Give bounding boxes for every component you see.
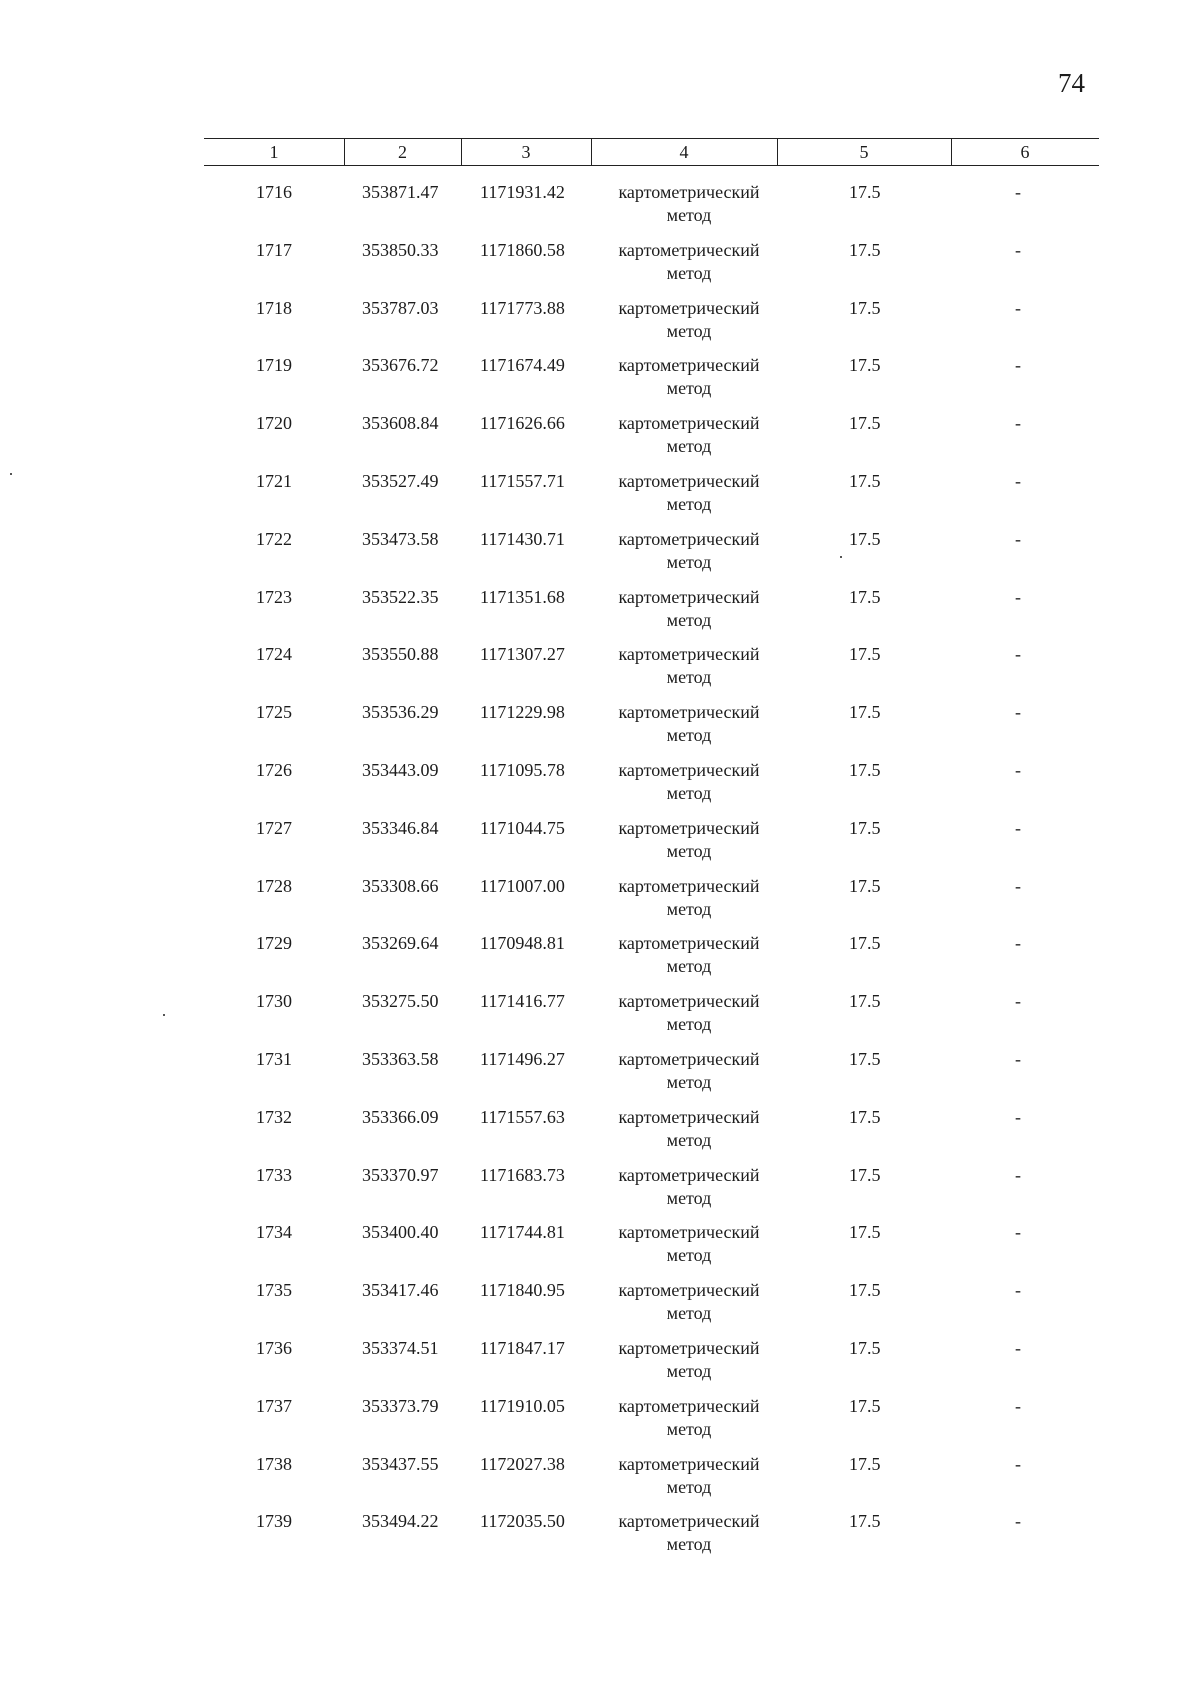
x-coordinate: 353550.88 — [362, 644, 439, 665]
note-value: - — [1015, 1337, 1021, 1358]
table-row — [204, 990, 1099, 1048]
method-text: метод — [666, 609, 712, 630]
y-coordinate: 1171307.27 — [480, 644, 565, 665]
x-coordinate: 353871.47 — [362, 182, 439, 202]
method-text: картометрический — [618, 1048, 760, 1069]
method-cell — [604, 1164, 774, 1210]
table-row — [204, 297, 1099, 355]
method-text: картометрический — [618, 1337, 760, 1358]
y-coordinate: 1171007.00 — [480, 875, 565, 896]
method-cell — [604, 1279, 774, 1325]
table-row — [204, 1453, 1099, 1511]
x-coordinate: 353308.66 — [362, 875, 439, 896]
method-cell — [604, 297, 774, 343]
y-coordinate: 1171773.88 — [480, 297, 565, 318]
note-value: - — [1015, 413, 1021, 434]
note-value: - — [1015, 933, 1021, 954]
method-text: метод — [666, 1014, 712, 1035]
note-value: - — [1015, 1395, 1021, 1416]
point-number: 1719 — [256, 355, 292, 376]
method-cell — [604, 759, 774, 805]
method-text: метод — [666, 1534, 712, 1555]
method-cell — [604, 643, 774, 689]
table-row — [204, 354, 1099, 412]
table-row — [204, 1510, 1099, 1568]
precision-value: 17.5 — [849, 644, 881, 665]
table-row — [204, 1221, 1099, 1279]
point-number: 1723 — [256, 586, 292, 607]
method-text: картометрический — [618, 528, 760, 549]
column-header-3: 3 — [521, 142, 531, 162]
method-cell — [604, 1337, 774, 1383]
method-cell — [604, 181, 774, 227]
precision-value: 17.5 — [849, 991, 881, 1012]
method-text: метод — [666, 493, 712, 514]
precision-value: 17.5 — [849, 355, 881, 376]
method-text: метод — [666, 1303, 712, 1324]
method-text: метод — [666, 1418, 712, 1439]
precision-value: 17.5 — [849, 1453, 881, 1474]
method-text: картометрический — [618, 297, 760, 318]
table-row — [204, 701, 1099, 759]
table-row — [204, 181, 1099, 239]
method-text: картометрический — [618, 933, 760, 954]
point-number: 1733 — [256, 1164, 292, 1185]
x-coordinate: 353494.22 — [362, 1511, 439, 1532]
note-value: - — [1015, 991, 1021, 1012]
method-text: картометрический — [618, 1280, 760, 1301]
point-number: 1717 — [256, 239, 292, 260]
page-number: 74 — [1058, 68, 1085, 98]
y-coordinate: 1171683.73 — [480, 1164, 565, 1185]
method-cell — [604, 875, 774, 921]
x-coordinate: 353443.09 — [362, 759, 439, 780]
precision-value: 17.5 — [849, 182, 881, 202]
method-text: картометрический — [618, 1511, 760, 1532]
table-row — [204, 643, 1099, 701]
x-coordinate: 353536.29 — [362, 702, 439, 723]
y-coordinate: 1171351.68 — [480, 586, 565, 607]
method-cell — [604, 1395, 774, 1441]
method-text: картометрический — [618, 1222, 760, 1243]
table-row — [204, 932, 1099, 990]
x-coordinate: 353850.33 — [362, 239, 439, 260]
method-text: картометрический — [618, 413, 760, 434]
method-text: метод — [666, 1476, 712, 1497]
y-coordinate: 1171416.77 — [480, 991, 565, 1012]
method-text: картометрический — [618, 644, 760, 665]
note-value: - — [1015, 528, 1021, 549]
method-text: метод — [666, 1187, 712, 1208]
method-text: метод — [666, 1360, 712, 1381]
point-number: 1724 — [256, 644, 292, 665]
method-text: картометрический — [618, 1164, 760, 1185]
table-row — [204, 470, 1099, 528]
precision-value: 17.5 — [849, 413, 881, 434]
method-cell — [604, 932, 774, 978]
method-cell — [604, 1221, 774, 1267]
note-value: - — [1015, 1164, 1021, 1185]
method-cell — [604, 1048, 774, 1094]
y-coordinate: 1171496.27 — [480, 1048, 565, 1069]
y-coordinate: 1171557.71 — [480, 470, 565, 491]
table-row — [204, 1337, 1099, 1395]
y-coordinate: 1171044.75 — [480, 817, 565, 838]
method-cell — [604, 701, 774, 747]
point-number: 1720 — [256, 413, 292, 434]
precision-value: 17.5 — [849, 702, 881, 723]
method-text: картометрический — [618, 182, 760, 202]
precision-value: 17.5 — [849, 817, 881, 838]
note-value: - — [1015, 1048, 1021, 1069]
point-number: 1737 — [256, 1395, 292, 1416]
precision-value: 17.5 — [849, 1164, 881, 1185]
method-text: метод — [666, 1071, 712, 1092]
method-text: картометрический — [618, 1395, 760, 1416]
table-row — [204, 412, 1099, 470]
column-header-4: 4 — [679, 142, 689, 162]
column-header-1: 1 — [269, 142, 279, 162]
note-value: - — [1015, 182, 1021, 202]
y-coordinate: 1170948.81 — [480, 933, 565, 954]
x-coordinate: 353346.84 — [362, 817, 439, 838]
point-number: 1722 — [256, 528, 292, 549]
precision-value: 17.5 — [849, 297, 881, 318]
x-coordinate: 353400.40 — [362, 1222, 439, 1243]
method-text: метод — [666, 956, 712, 977]
method-text: картометрический — [618, 1453, 760, 1474]
table-row — [204, 817, 1099, 875]
method-cell — [604, 354, 774, 400]
table-body — [204, 181, 1099, 1568]
method-cell — [604, 470, 774, 516]
x-coordinate: 353366.09 — [362, 1106, 439, 1127]
y-coordinate: 1171910.05 — [480, 1395, 565, 1416]
x-coordinate: 353437.55 — [362, 1453, 439, 1474]
method-cell — [604, 528, 774, 574]
precision-value: 17.5 — [849, 1048, 881, 1069]
point-number: 1727 — [256, 817, 292, 838]
precision-value: 17.5 — [849, 239, 881, 260]
method-text: метод — [666, 436, 712, 457]
point-number: 1729 — [256, 933, 292, 954]
method-text: картометрический — [618, 470, 760, 491]
table-row — [204, 1106, 1099, 1164]
table-row — [204, 1048, 1099, 1106]
point-number: 1721 — [256, 470, 292, 491]
y-coordinate: 1171931.42 — [480, 182, 565, 202]
table-header — [204, 138, 1099, 166]
method-text: метод — [666, 782, 712, 803]
precision-value: 17.5 — [849, 1395, 881, 1416]
method-text: метод — [666, 262, 712, 283]
note-value: - — [1015, 1280, 1021, 1301]
column-header-5: 5 — [859, 142, 869, 162]
method-text: метод — [666, 667, 712, 688]
precision-value: 17.5 — [849, 1337, 881, 1358]
method-text: картометрический — [618, 702, 760, 723]
note-value: - — [1015, 355, 1021, 376]
method-text: картометрический — [618, 991, 760, 1012]
note-value: - — [1015, 297, 1021, 318]
method-text: картометрический — [618, 239, 760, 260]
scan-speck — [163, 1014, 165, 1016]
point-number: 1726 — [256, 759, 292, 780]
y-coordinate: 1171557.63 — [480, 1106, 565, 1127]
x-coordinate: 353269.64 — [362, 933, 439, 954]
table-row — [204, 528, 1099, 586]
x-coordinate: 353527.49 — [362, 470, 439, 491]
scan-speck — [10, 473, 12, 475]
y-coordinate: 1172035.50 — [480, 1511, 565, 1532]
method-cell — [604, 817, 774, 863]
y-coordinate: 1171860.58 — [480, 239, 565, 260]
precision-value: 17.5 — [849, 875, 881, 896]
method-text: метод — [666, 840, 712, 861]
note-value: - — [1015, 1511, 1021, 1532]
method-text: метод — [666, 320, 712, 341]
y-coordinate: 1171095.78 — [480, 759, 565, 780]
point-number: 1731 — [256, 1048, 292, 1069]
precision-value: 17.5 — [849, 1511, 881, 1532]
point-number: 1718 — [256, 297, 292, 318]
precision-value: 17.5 — [849, 528, 881, 549]
note-value: - — [1015, 1222, 1021, 1243]
x-coordinate: 353522.35 — [362, 586, 439, 607]
method-text: метод — [666, 898, 712, 919]
method-text: картометрический — [618, 355, 760, 376]
method-cell — [604, 586, 774, 632]
precision-value: 17.5 — [849, 759, 881, 780]
table-row — [204, 1279, 1099, 1337]
method-cell — [604, 990, 774, 1036]
note-value: - — [1015, 817, 1021, 838]
method-cell — [604, 1106, 774, 1152]
point-number: 1738 — [256, 1453, 292, 1474]
method-text: картометрический — [618, 817, 760, 838]
x-coordinate: 353787.03 — [362, 297, 439, 318]
note-value: - — [1015, 702, 1021, 723]
method-text: метод — [666, 1245, 712, 1266]
y-coordinate: 1171674.49 — [480, 355, 565, 376]
table-row — [204, 759, 1099, 817]
method-cell — [604, 239, 774, 285]
column-header-2: 2 — [398, 142, 407, 162]
point-number: 1732 — [256, 1106, 292, 1127]
x-coordinate: 353417.46 — [362, 1280, 439, 1301]
table-row — [204, 586, 1099, 644]
x-coordinate: 353676.72 — [362, 355, 439, 376]
precision-value: 17.5 — [849, 470, 881, 491]
y-coordinate: 1171229.98 — [480, 702, 565, 723]
note-value: - — [1015, 470, 1021, 491]
note-value: - — [1015, 1453, 1021, 1474]
x-coordinate: 353370.97 — [362, 1164, 439, 1185]
y-coordinate: 1171744.81 — [480, 1222, 565, 1243]
note-value: - — [1015, 875, 1021, 896]
precision-value: 17.5 — [849, 1222, 881, 1243]
x-coordinate: 353473.58 — [362, 528, 439, 549]
x-coordinate: 353374.51 — [362, 1337, 439, 1358]
table-row — [204, 1164, 1099, 1222]
method-text: картометрический — [618, 1106, 760, 1127]
note-value: - — [1015, 586, 1021, 607]
y-coordinate: 1171840.95 — [480, 1280, 565, 1301]
precision-value: 17.5 — [849, 933, 881, 954]
scan-speck — [840, 556, 842, 558]
method-text: картометрический — [618, 875, 760, 896]
note-value: - — [1015, 644, 1021, 665]
point-number: 1735 — [256, 1280, 292, 1301]
note-value: - — [1015, 759, 1021, 780]
y-coordinate: 1171847.17 — [480, 1337, 565, 1358]
coordinates-table — [204, 138, 1099, 1568]
y-coordinate: 1172027.38 — [480, 1453, 565, 1474]
precision-value: 17.5 — [849, 1280, 881, 1301]
method-cell — [604, 1453, 774, 1499]
point-number: 1730 — [256, 991, 292, 1012]
x-coordinate: 353275.50 — [362, 991, 439, 1012]
y-coordinate: 1171626.66 — [480, 413, 565, 434]
table-row — [204, 875, 1099, 933]
x-coordinate: 353608.84 — [362, 413, 439, 434]
method-text: метод — [666, 378, 712, 399]
method-text: метод — [666, 1129, 712, 1150]
note-value: - — [1015, 239, 1021, 260]
precision-value: 17.5 — [849, 586, 881, 607]
table-row — [204, 1395, 1099, 1453]
point-number: 1734 — [256, 1222, 292, 1243]
point-number: 1725 — [256, 702, 292, 723]
note-value: - — [1015, 1106, 1021, 1127]
method-text: метод — [666, 205, 712, 225]
point-number: 1739 — [256, 1511, 292, 1532]
method-text: метод — [666, 551, 712, 572]
y-coordinate: 1171430.71 — [480, 528, 565, 549]
x-coordinate: 353363.58 — [362, 1048, 439, 1069]
precision-value: 17.5 — [849, 1106, 881, 1127]
x-coordinate: 353373.79 — [362, 1395, 439, 1416]
method-cell — [604, 1510, 774, 1556]
method-text: метод — [666, 725, 712, 746]
table-row — [204, 239, 1099, 297]
method-text: картометрический — [618, 586, 760, 607]
method-cell — [604, 412, 774, 458]
point-number: 1728 — [256, 875, 292, 896]
method-text: картометрический — [618, 759, 760, 780]
point-number: 1716 — [256, 182, 292, 202]
point-number: 1736 — [256, 1337, 292, 1358]
column-header-6: 6 — [1020, 142, 1030, 162]
